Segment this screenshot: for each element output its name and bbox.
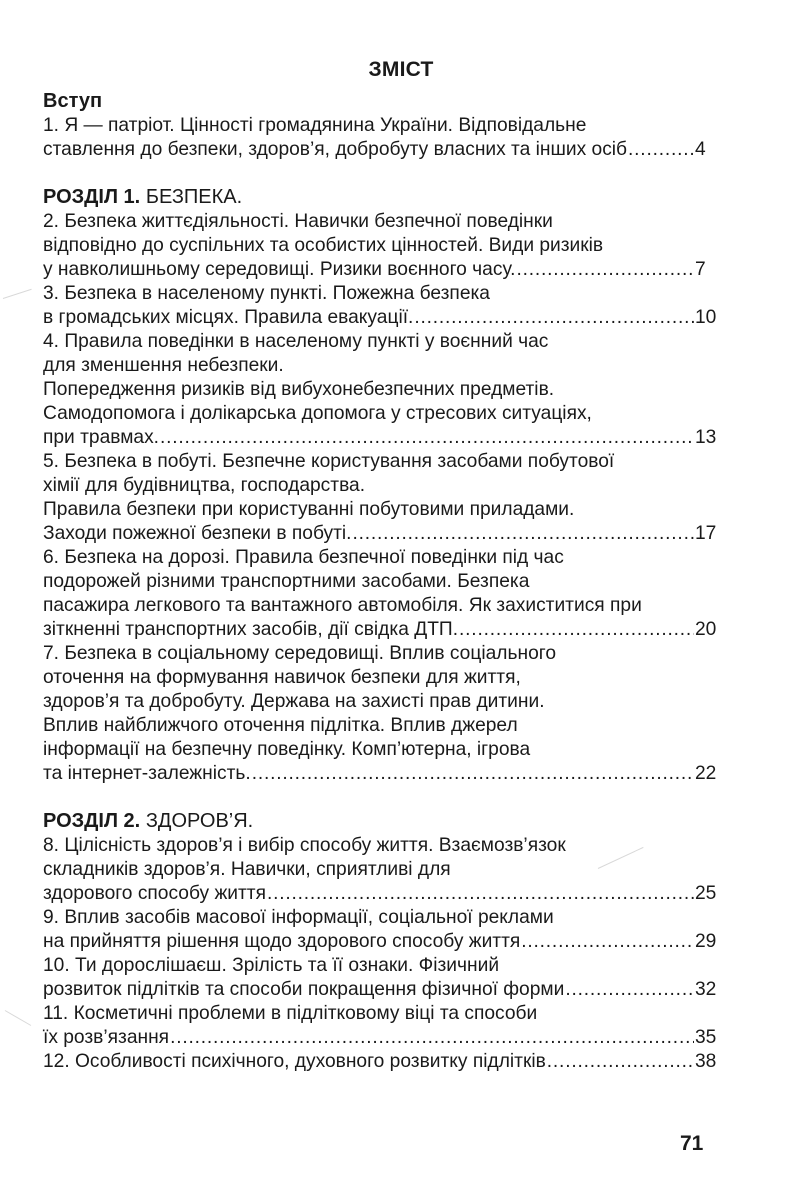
toc-entry-line <box>43 690 723 714</box>
toc-page-number: 35 <box>695 1027 717 1048</box>
toc-entry-text: в громадських місцях. Правила евакуації. <box>43 307 414 328</box>
toc-entry-line <box>43 882 723 906</box>
toc-entry-text: на прийняття рішення щодо здорового способу життя <box>43 931 521 952</box>
toc-entry-line <box>43 834 723 858</box>
toc-page-number: 7 <box>695 259 706 280</box>
page-title: ЗМІСТ <box>368 58 434 81</box>
toc-entry-text: ставлення до безпеки, здоров’я, добробуту власних та інших осіб <box>43 139 628 160</box>
toc-page-number: 20 <box>695 619 717 640</box>
toc-entry-text: відповідно до суспільних та особистих цінностей. Види ризиків <box>43 235 604 256</box>
toc-entry-line <box>43 906 723 930</box>
toc-entry-line <box>43 570 723 594</box>
toc-entry-line <box>43 762 723 786</box>
scan-artifact <box>3 289 32 299</box>
section-name: БЕЗПЕКА. <box>145 186 243 208</box>
toc-entry-text: та інтернет-залежність. <box>43 763 251 784</box>
intro-entries <box>43 114 723 162</box>
leader-dots <box>565 978 694 1002</box>
toc-entry-line <box>43 114 723 138</box>
toc-page-number: 4 <box>695 139 706 160</box>
toc-entry[interactable] <box>43 642 723 786</box>
toc-entry[interactable] <box>43 834 723 906</box>
section-heading <box>43 184 723 210</box>
toc-entry[interactable] <box>43 210 723 282</box>
toc-entry-line <box>43 402 723 426</box>
toc-entry-line <box>43 666 723 690</box>
toc-entry-line <box>43 330 723 354</box>
toc-entry-line <box>43 426 723 450</box>
toc-entry-text: для зменшення небезпеки. <box>43 355 284 376</box>
toc-entry-line <box>43 234 723 258</box>
toc-entry-text: здорового способу життя <box>43 883 266 904</box>
toc-entry-text: хімії для будівництва, господарства. <box>43 475 366 496</box>
scan-artifact <box>5 1010 31 1026</box>
toc-entry-text: Попередження ризиків від вибухонебезпечних предметів. <box>43 379 555 400</box>
toc-entry-line <box>43 594 723 618</box>
toc-entry-line <box>43 714 723 738</box>
toc-entry[interactable] <box>43 906 723 954</box>
toc-entry-line <box>43 522 723 546</box>
toc-entry-text: складників здоров’я. Навички, сприятливі для <box>43 859 451 880</box>
toc-entry-line <box>43 1050 723 1074</box>
toc-entry-line <box>43 474 723 498</box>
toc-page-number: 29 <box>695 931 717 952</box>
toc-entry-text: здоров’я та добробуту. Держава на захисті прав дитини. <box>43 691 545 712</box>
toc-page-number: 17 <box>695 523 717 544</box>
toc-entry-text: 1. Я — патріот. Цінності громадянина України. Відповідальне <box>43 115 587 136</box>
toc-entry-line <box>43 138 723 162</box>
intro-heading: Вступ <box>43 90 103 112</box>
toc-entry-line <box>43 930 723 954</box>
toc-entry-line <box>43 978 723 1002</box>
toc-entry-text: 12. Особливості психічного, духовного розвитку підлітків <box>43 1051 546 1072</box>
toc-entry-line <box>43 378 723 402</box>
toc-entry[interactable] <box>43 954 723 1002</box>
leader-dots <box>353 522 695 546</box>
toc-entry-text: 4. Правила поведінки в населеному пункті у воєнний час <box>43 331 549 352</box>
leader-dots <box>459 618 694 642</box>
leader-dots <box>267 882 694 906</box>
toc-entry-text: при травмах. <box>43 427 160 448</box>
leader-dots <box>414 306 694 330</box>
toc-entry-line <box>43 1002 723 1026</box>
toc-entry-line <box>43 450 723 474</box>
toc-entry-text: оточення на формування навичок безпеки для життя, <box>43 667 521 688</box>
toc-entry-text: 11. Косметичні проблеми в підлітковому віці та способи <box>43 1003 538 1024</box>
toc-entry-line <box>43 642 723 666</box>
toc-entry-text: розвиток підлітків та способи покращення фізичної форми <box>43 979 565 1000</box>
toc-entry-text: 2. Безпека життєдіяльності. Навички безпечної поведінки <box>43 211 553 232</box>
toc-entry-text: Правила безпеки при користуванні побутовими приладами. <box>43 499 575 520</box>
toc-page-number: 13 <box>695 427 717 448</box>
toc-page-number: 32 <box>695 979 717 1000</box>
toc-entry-text: у навколишньому середовищі. Ризики воєнного часу. <box>43 259 516 280</box>
toc-page-number: 22 <box>695 763 717 784</box>
toc-entry-line <box>43 282 723 306</box>
leader-dots <box>160 426 694 450</box>
toc-entry-text: 5. Безпека в побуті. Безпечне користування засобами побутової <box>43 451 615 472</box>
toc-entry-line <box>43 354 723 378</box>
toc-entry-text: 8. Цілісність здоров’я і вибір способу життя. Взаємозв’язок <box>43 835 566 856</box>
toc-entry-line <box>43 618 723 642</box>
toc-entry[interactable] <box>43 546 723 642</box>
toc-entry[interactable] <box>43 1002 723 1050</box>
toc-entry-text: 9. Вплив засобів масової інформації, соціальної реклами <box>43 907 554 928</box>
toc-page-number: 10 <box>695 307 717 328</box>
table-of-contents <box>43 88 723 1074</box>
toc-entry-text: Самодопомога і долікарська допомога у стресових ситуаціях, <box>43 403 592 424</box>
toc-entry-line <box>43 306 723 330</box>
toc-page-number: 38 <box>695 1051 717 1072</box>
page-number: 71 <box>680 1132 704 1155</box>
leader-dots <box>170 1026 694 1050</box>
toc-entry-text: Вплив найближчого оточення підлітка. Вплив джерел <box>43 715 518 736</box>
leader-dots <box>252 762 694 786</box>
leader-dots <box>547 1050 694 1074</box>
section-1 <box>43 184 723 786</box>
toc-entry-line <box>43 1026 723 1050</box>
toc-entry-text: подорожей різними транспортними засобами. Безпека <box>43 571 530 592</box>
leader-dots <box>521 930 694 954</box>
toc-entry[interactable] <box>43 450 723 546</box>
toc-entry-line <box>43 858 723 882</box>
toc-entry-text: 7. Безпека в соціальному середовищі. Вплив соціального <box>43 643 556 664</box>
toc-entry-text: пасажира легкового та вантажного автомобіля. Як захиститися при <box>43 595 642 616</box>
toc-entry-text: зіткненні транспортних засобів, дії свідка ДТП. <box>43 619 459 640</box>
section-label: РОЗДІЛ 2. <box>43 810 141 832</box>
toc-entry[interactable] <box>43 282 723 330</box>
toc-entry-line <box>43 738 723 762</box>
leader-dots <box>628 138 694 162</box>
toc-entry-text: їх розв’язання <box>43 1027 170 1048</box>
section-heading <box>43 808 723 834</box>
toc-entry-line <box>43 210 723 234</box>
section-2 <box>43 808 723 1074</box>
toc-entry-text: 10. Ти дорослішаєш. Зрілість та її ознаки. Фізичний <box>43 955 500 976</box>
toc-entry-line <box>43 258 723 282</box>
toc-entry[interactable] <box>43 1050 723 1074</box>
toc-entry-text: 6. Безпека на дорозі. Правила безпечної поведінки під час <box>43 547 564 568</box>
toc-entry-text: 3. Безпека в населеному пункті. Пожежна безпека <box>43 283 490 304</box>
sections <box>43 184 723 1074</box>
toc-entry-line <box>43 954 723 978</box>
toc-entry-text: Заходи пожежної безпеки в побуті. <box>43 523 352 544</box>
toc-entry[interactable] <box>43 330 723 450</box>
section-name: ЗДОРОВ’Я. <box>145 810 254 832</box>
toc-page-number: 25 <box>695 883 717 904</box>
toc-entry-line <box>43 498 723 522</box>
toc-entry-line <box>43 546 723 570</box>
section-label: РОЗДІЛ 1. <box>43 186 141 208</box>
toc-entry-text: інформації на безпечну поведінку. Комп’ютерна, ігрова <box>43 739 531 760</box>
toc-entry[interactable] <box>43 114 723 162</box>
leader-dots <box>516 258 694 282</box>
